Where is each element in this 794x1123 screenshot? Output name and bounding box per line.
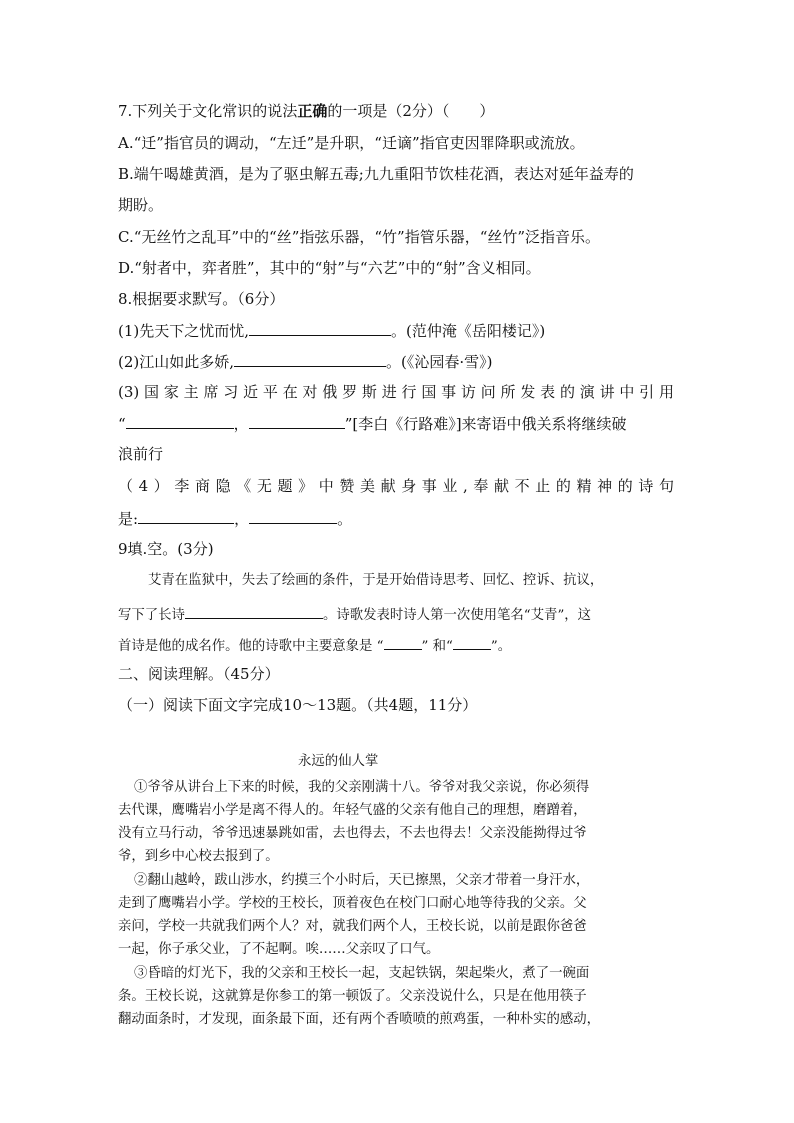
- q8-item1-prefix: (1)先天下之忧而忧,: [118, 322, 250, 340]
- q7-stem-prefix: 7.下列关于文化常识的说法: [118, 102, 298, 120]
- q9-line3-end: ”。: [490, 639, 512, 654]
- q9-line2: [118, 603, 591, 626]
- article-p3-line3: 翻动面条时，才发现，面条最下面，还有两个香喷喷的煎鸡蛋，一种朴实的感动，: [118, 1012, 601, 1027]
- q8-item2-prefix: (2)江山如此多娇,: [118, 353, 235, 371]
- q8-item3-blank2[interactable]: [249, 413, 345, 429]
- article-p2-line4: 一起，你子承父业，了不起啊。唉……父亲叹了口气。: [118, 942, 440, 957]
- q9-line3-mid: ” 和“: [421, 639, 453, 654]
- q7-option-c: C.“无丝竹之乱耳”中的“丝”指弦乐器，“竹”指管乐器，“丝竹”泛指音乐。: [118, 228, 601, 246]
- q8-item2-suffix: 。(《沁园春·雪》): [386, 353, 493, 371]
- q8-item2: [118, 351, 493, 372]
- q7-option-b-line2: 期盼。: [118, 196, 164, 214]
- q8-item2-blank[interactable]: [234, 351, 386, 367]
- q8-item3-line3: 浪前行: [118, 445, 164, 463]
- article-p2-line2: 走到了鹰嘴岩小学。学校的王校长，顶着夜色在校门口耐心地等待我的父亲。父: [118, 896, 587, 911]
- section2-title: 二、阅读理解。（45分）: [118, 665, 280, 683]
- q8-item3-line1: (3)国家主席习近平在对俄罗斯进行国事访问所发表的演讲中引用: [118, 383, 674, 401]
- article-p3-line1: ③昏暗的灯光下，我的父亲和王校长一起，支起铁锅，架起柴火，煮了一碗面: [134, 966, 590, 981]
- q9-blank3[interactable]: [453, 634, 491, 650]
- q9-line3: [118, 634, 511, 657]
- q8-item3-line2: [118, 413, 627, 434]
- section2-sub1: （一）阅读下面文字完成10～13题。（共4题，11分）: [118, 696, 478, 714]
- q7-stem: [118, 101, 494, 121]
- q8-item3-comma: ，: [233, 415, 249, 433]
- q8-item4-prefix: 是:: [118, 510, 139, 528]
- q8-item3-open-quote: “: [118, 415, 126, 433]
- q9-blank2[interactable]: [384, 634, 422, 650]
- q9-blank1[interactable]: [185, 603, 323, 619]
- article-p3-line2: 条。王校长说，这就算是你参工的第一顿饭了。父亲没说什么，只是在他用筷子: [118, 989, 587, 1004]
- q7-option-d: D.“射者中，弈者胜”，其中的“射”与“六艺”中的“射”含义相同。: [118, 259, 541, 277]
- q9-line3-prefix: 首诗是他的成名作。他的诗歌中主要意象是 “: [118, 639, 384, 654]
- q8-item1-suffix: 。(范仲淹《岳阳楼记》): [391, 322, 546, 340]
- q8-item4-blank2[interactable]: [249, 508, 337, 524]
- article-p1-line2: 去代课，鹰嘴岩小学是离不得人的。年轻气盛的父亲有他自己的理想，磨蹭着，: [118, 803, 587, 818]
- q8-title: 8.根据要求默写。（6分）: [118, 290, 285, 308]
- article-title: 永远的仙人掌: [298, 754, 379, 769]
- q9-line1: 艾青在监狱中，失去了绘画的条件，于是开始借诗思考、回忆、控诉、抗议，: [148, 573, 604, 588]
- article-p2-line3: 亲问，学校一共就我们两个人？对，就我们两个人，王校长说，以前是跟你爸爸: [118, 919, 587, 934]
- q8-item4-comma: ，: [234, 510, 250, 528]
- q8-item4-end: 。: [337, 510, 353, 528]
- article-p1-line1: ①爷爷从讲台上下来的时候，我的父亲刚满十八。爷爷对我父亲说，你必须得: [134, 780, 590, 795]
- q9-line2-prefix: 写下了长诗: [118, 608, 185, 623]
- article-p2-line1: ②翻山越岭，跋山涉水，约摸三个小时后，天已擦黑，父亲才带着一身汗水，: [134, 873, 590, 888]
- article-p1-line4: 爷，到乡中心校去报到了。: [118, 849, 279, 864]
- q8-item1: [118, 320, 545, 341]
- q7-option-a: A.“迁”指官员的调动，“左迁”是升职，“迁谪”指官吏因罪降职或流放。: [118, 134, 585, 152]
- q8-item4-blank1[interactable]: [138, 508, 234, 524]
- q8-item3-close: ”[李白《行路难》]来寄语中俄关系将继续破: [344, 415, 627, 433]
- article-p1-line3: 没有立马行动，爷爷迅速暴跳如雷，去也得去，不去也得去！父亲没能拗得过爷: [118, 826, 587, 841]
- q7-option-b-line1: B.端午喝雄黄酒，是为了驱虫解五毒;九九重阳节饮桂花酒，表达对延年益寿的: [118, 165, 634, 183]
- q8-item4-line2: [118, 508, 352, 529]
- q7-stem-emphasis: 正确: [297, 102, 328, 120]
- q9-line2-suffix: 。诗歌发表时诗人第一次使用笔名“艾青”，这: [322, 608, 592, 623]
- q9-title: 9填.空。(3分): [118, 540, 214, 558]
- q8-item1-blank[interactable]: [249, 320, 391, 336]
- q8-item4-line1: （4）李商隐《无题》中赞美献身事业,奉献不止的精神的诗句: [118, 477, 674, 495]
- q7-stem-suffix: 的一项是（2分）（ ）: [327, 102, 495, 120]
- q8-item3-blank1[interactable]: [126, 413, 234, 429]
